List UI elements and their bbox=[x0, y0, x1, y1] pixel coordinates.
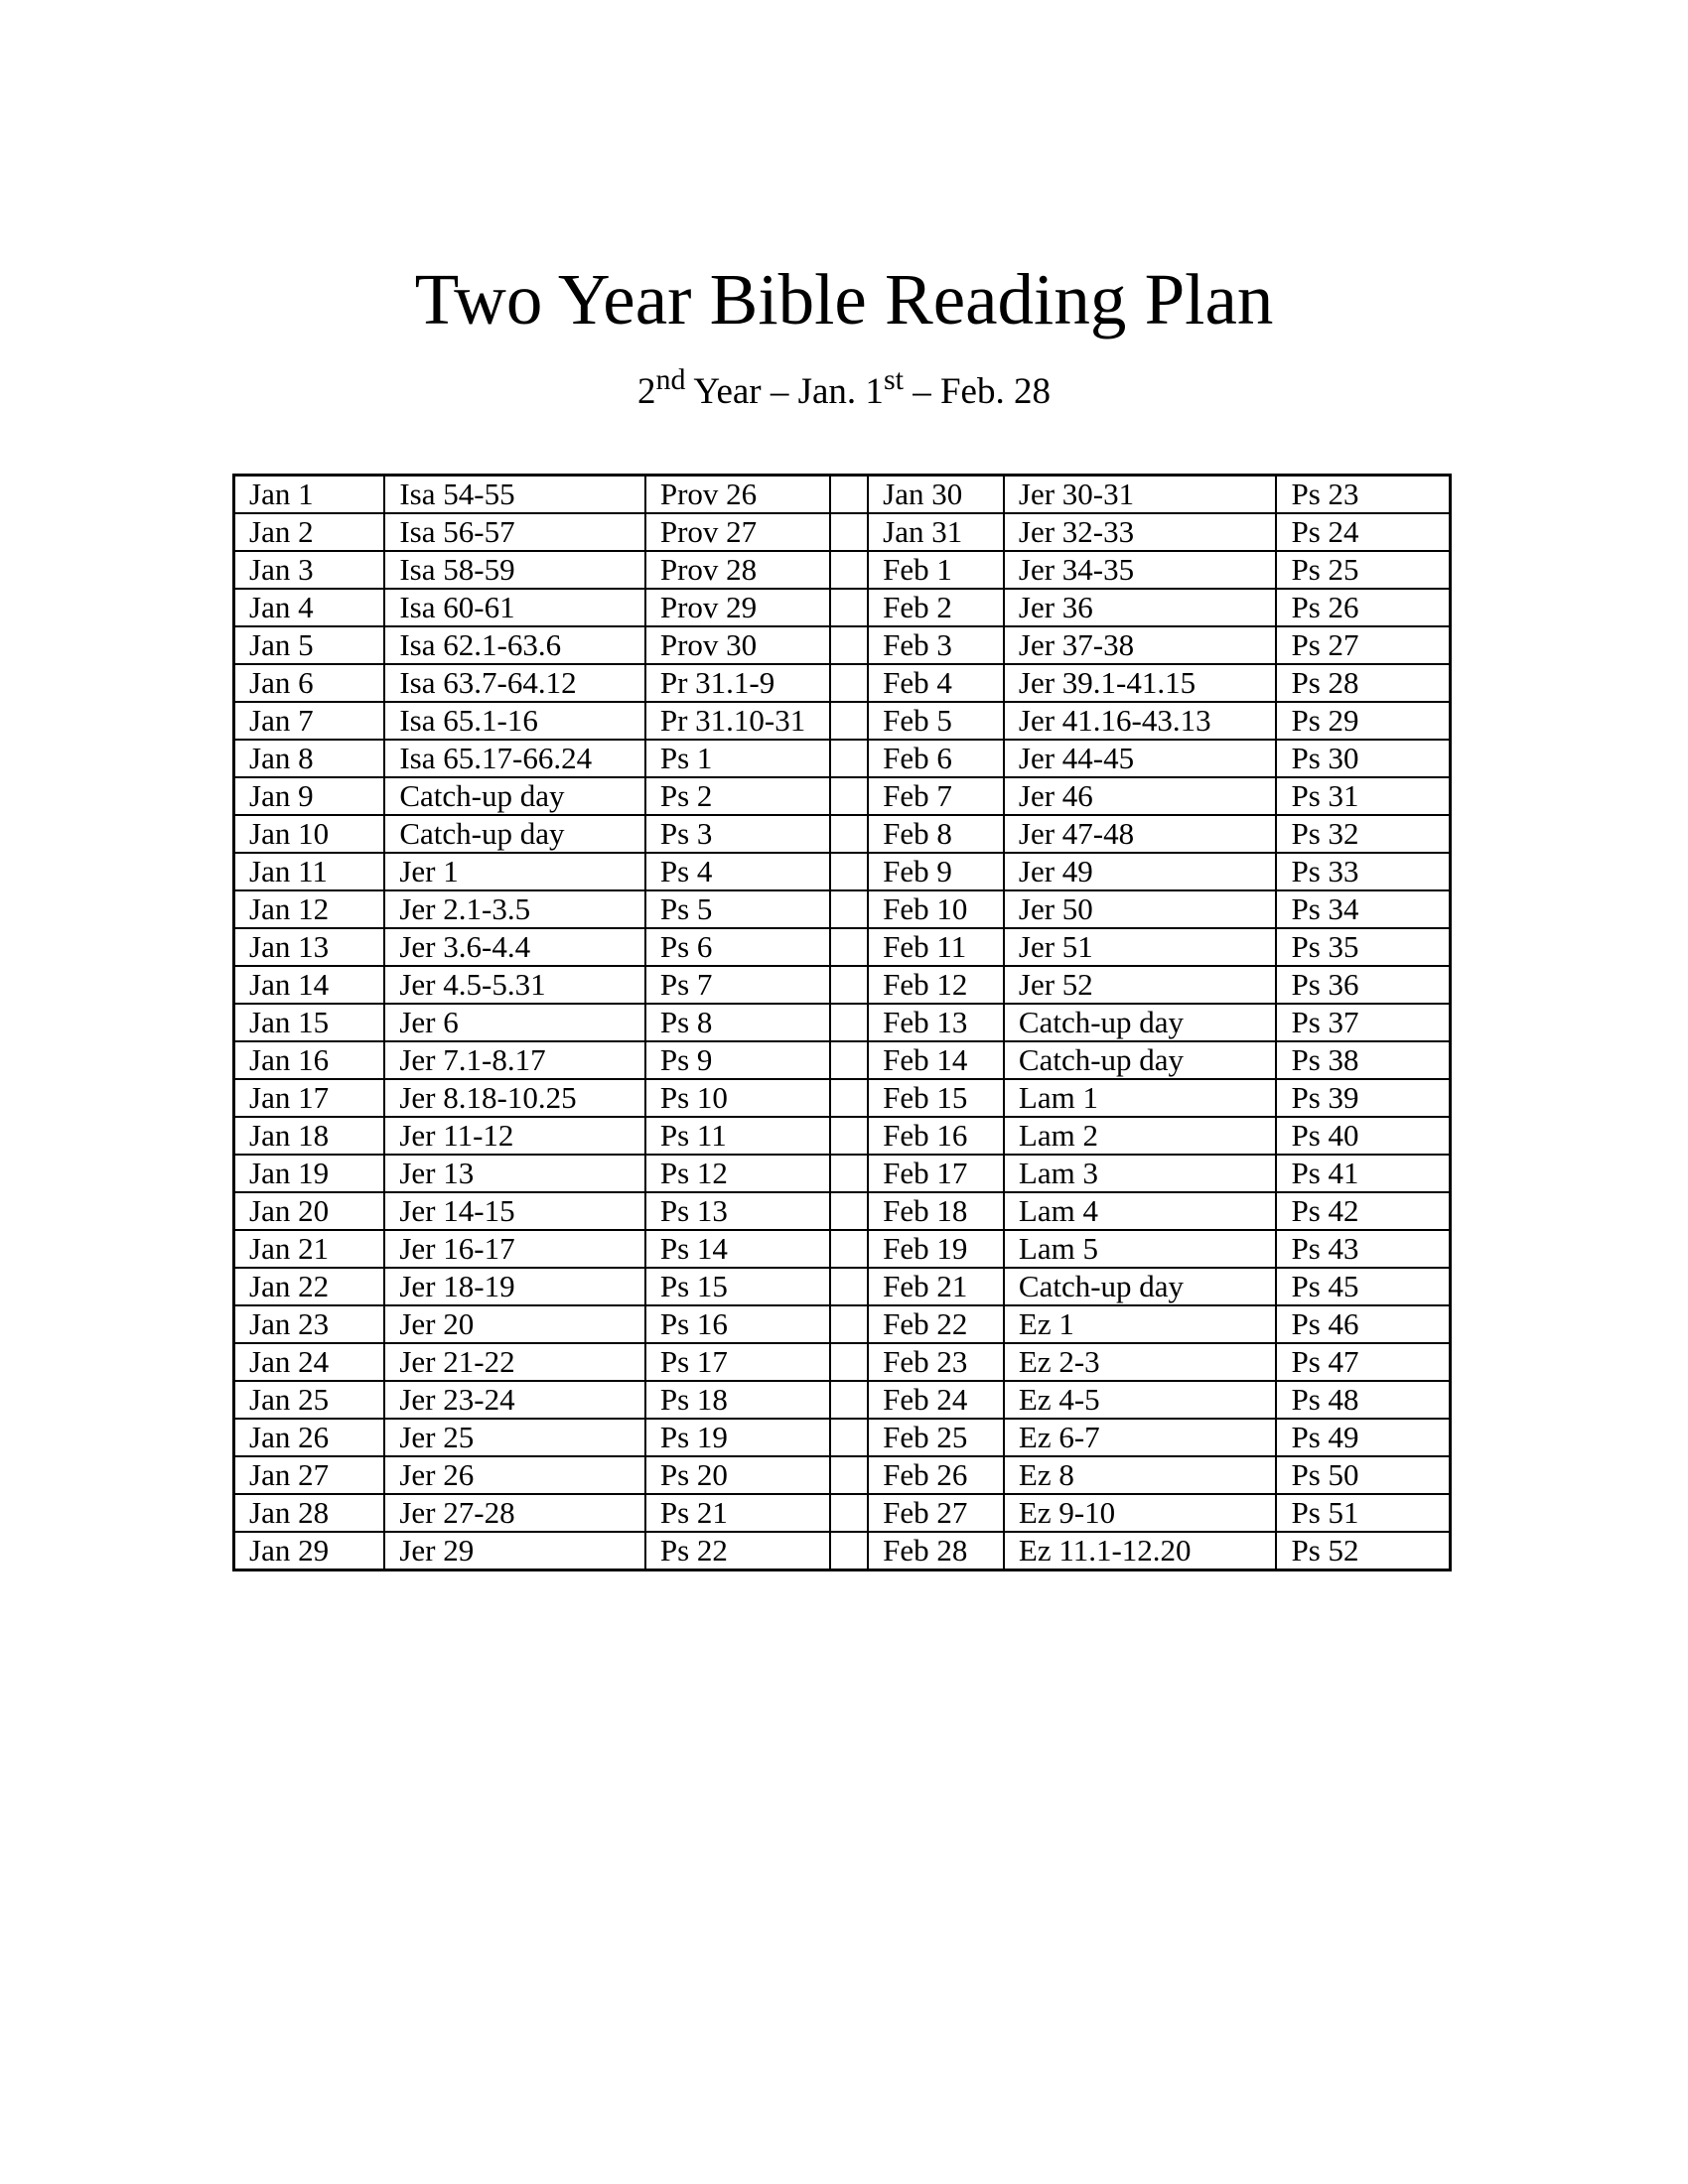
date-cell-right: Feb 15 bbox=[868, 1079, 1004, 1117]
reading-cell-left: Jer 8.18-10.25 bbox=[384, 1079, 645, 1117]
spacer-cell bbox=[830, 1532, 868, 1570]
table-row bbox=[234, 1041, 1451, 1079]
reading-cell-left: Jer 7.1-8.17 bbox=[384, 1041, 645, 1079]
reading-cell-right: Jer 30-31 bbox=[1004, 476, 1277, 514]
spacer-cell bbox=[830, 551, 868, 589]
table-row bbox=[234, 1155, 1451, 1192]
psalm-cell-right: Ps 45 bbox=[1276, 1268, 1450, 1305]
date-cell-right: Feb 22 bbox=[868, 1305, 1004, 1343]
table-row bbox=[234, 777, 1451, 815]
date-cell-left: Jan 21 bbox=[234, 1230, 385, 1268]
reading-cell-left: Jer 1 bbox=[384, 853, 645, 890]
reading-cell-right: Ez 11.1-12.20 bbox=[1004, 1532, 1277, 1570]
date-cell-left: Jan 25 bbox=[234, 1381, 385, 1419]
wisdom-cell-left: Prov 29 bbox=[645, 589, 830, 626]
wisdom-cell-left: Ps 14 bbox=[645, 1230, 830, 1268]
wisdom-cell-left: Ps 11 bbox=[645, 1117, 830, 1155]
table-row bbox=[234, 1079, 1451, 1117]
reading-cell-left: Jer 21-22 bbox=[384, 1343, 645, 1381]
date-cell-right: Feb 23 bbox=[868, 1343, 1004, 1381]
date-cell-left: Jan 16 bbox=[234, 1041, 385, 1079]
psalm-cell-right: Ps 46 bbox=[1276, 1305, 1450, 1343]
table-row bbox=[234, 513, 1451, 551]
table-row bbox=[234, 1343, 1451, 1381]
reading-cell-left: Jer 27-28 bbox=[384, 1494, 645, 1532]
reading-cell-right: Jer 49 bbox=[1004, 853, 1277, 890]
psalm-cell-right: Ps 51 bbox=[1276, 1494, 1450, 1532]
reading-cell-right: Ez 6-7 bbox=[1004, 1419, 1277, 1456]
psalm-cell-right: Ps 50 bbox=[1276, 1456, 1450, 1494]
table-row bbox=[234, 928, 1451, 966]
date-cell-right: Feb 16 bbox=[868, 1117, 1004, 1155]
date-cell-left: Jan 15 bbox=[234, 1004, 385, 1041]
table-row bbox=[234, 1381, 1451, 1419]
table-row bbox=[234, 1192, 1451, 1230]
psalm-cell-right: Ps 25 bbox=[1276, 551, 1450, 589]
psalm-cell-right: Ps 48 bbox=[1276, 1381, 1450, 1419]
spacer-cell bbox=[830, 476, 868, 514]
reading-cell-right: Ez 1 bbox=[1004, 1305, 1277, 1343]
reading-cell-right: Jer 52 bbox=[1004, 966, 1277, 1004]
wisdom-cell-left: Ps 5 bbox=[645, 890, 830, 928]
spacer-cell bbox=[830, 1230, 868, 1268]
reading-cell-right: Jer 44-45 bbox=[1004, 740, 1277, 777]
wisdom-cell-left: Ps 17 bbox=[645, 1343, 830, 1381]
reading-cell-right: Catch-up day bbox=[1004, 1041, 1277, 1079]
date-cell-right: Feb 12 bbox=[868, 966, 1004, 1004]
wisdom-cell-left: Ps 21 bbox=[645, 1494, 830, 1532]
spacer-cell bbox=[830, 1155, 868, 1192]
reading-cell-left: Jer 29 bbox=[384, 1532, 645, 1570]
reading-cell-right: Lam 3 bbox=[1004, 1155, 1277, 1192]
reading-cell-left: Isa 58-59 bbox=[384, 551, 645, 589]
wisdom-cell-left: Ps 18 bbox=[645, 1381, 830, 1419]
wisdom-cell-left: Prov 27 bbox=[645, 513, 830, 551]
subtitle-range-end: – Feb. 28 bbox=[903, 371, 1051, 412]
date-cell-left: Jan 2 bbox=[234, 513, 385, 551]
wisdom-cell-left: Prov 28 bbox=[645, 551, 830, 589]
reading-cell-right: Ez 4-5 bbox=[1004, 1381, 1277, 1419]
date-cell-right: Feb 14 bbox=[868, 1041, 1004, 1079]
wisdom-cell-left: Ps 9 bbox=[645, 1041, 830, 1079]
psalm-cell-right: Ps 42 bbox=[1276, 1192, 1450, 1230]
page-title: Two Year Bible Reading Plan bbox=[414, 259, 1274, 340]
reading-cell-right: Jer 34-35 bbox=[1004, 551, 1277, 589]
spacer-cell bbox=[830, 1268, 868, 1305]
psalm-cell-right: Ps 39 bbox=[1276, 1079, 1450, 1117]
spacer-cell bbox=[830, 626, 868, 664]
date-cell-left: Jan 22 bbox=[234, 1268, 385, 1305]
reading-cell-left: Jer 13 bbox=[384, 1155, 645, 1192]
spacer-cell bbox=[830, 1494, 868, 1532]
reading-cell-left: Isa 54-55 bbox=[384, 476, 645, 514]
date-cell-left: Jan 1 bbox=[234, 476, 385, 514]
date-cell-right: Feb 3 bbox=[868, 626, 1004, 664]
reading-cell-right: Lam 2 bbox=[1004, 1117, 1277, 1155]
date-cell-left: Jan 7 bbox=[234, 702, 385, 740]
date-cell-right: Feb 4 bbox=[868, 664, 1004, 702]
spacer-cell bbox=[830, 1419, 868, 1456]
table-row bbox=[234, 1230, 1451, 1268]
reading-cell-right: Ez 2-3 bbox=[1004, 1343, 1277, 1381]
spacer-cell bbox=[830, 664, 868, 702]
table-row bbox=[234, 1117, 1451, 1155]
reading-cell-right: Jer 36 bbox=[1004, 589, 1277, 626]
reading-cell-left: Catch-up day bbox=[384, 815, 645, 853]
date-cell-right: Jan 30 bbox=[868, 476, 1004, 514]
table-row bbox=[234, 1456, 1451, 1494]
wisdom-cell-left: Ps 2 bbox=[645, 777, 830, 815]
date-cell-right: Feb 10 bbox=[868, 890, 1004, 928]
reading-cell-left: Catch-up day bbox=[384, 777, 645, 815]
reading-plan-body bbox=[234, 476, 1451, 1570]
wisdom-cell-left: Ps 19 bbox=[645, 1419, 830, 1456]
wisdom-cell-left: Ps 1 bbox=[645, 740, 830, 777]
date-cell-left: Jan 4 bbox=[234, 589, 385, 626]
date-cell-right: Feb 11 bbox=[868, 928, 1004, 966]
wisdom-cell-left: Ps 10 bbox=[645, 1079, 830, 1117]
spacer-cell bbox=[830, 853, 868, 890]
date-cell-left: Jan 13 bbox=[234, 928, 385, 966]
reading-cell-left: Isa 65.17-66.24 bbox=[384, 740, 645, 777]
wisdom-cell-left: Ps 13 bbox=[645, 1192, 830, 1230]
date-cell-right: Feb 27 bbox=[868, 1494, 1004, 1532]
table-row bbox=[234, 1004, 1451, 1041]
reading-cell-left: Jer 26 bbox=[384, 1456, 645, 1494]
date-cell-left: Jan 27 bbox=[234, 1456, 385, 1494]
reading-cell-left: Isa 62.1-63.6 bbox=[384, 626, 645, 664]
psalm-cell-right: Ps 41 bbox=[1276, 1155, 1450, 1192]
psalm-cell-right: Ps 40 bbox=[1276, 1117, 1450, 1155]
psalm-cell-right: Ps 26 bbox=[1276, 589, 1450, 626]
psalm-cell-right: Ps 30 bbox=[1276, 740, 1450, 777]
psalm-cell-right: Ps 32 bbox=[1276, 815, 1450, 853]
psalm-cell-right: Ps 34 bbox=[1276, 890, 1450, 928]
date-cell-left: Jan 6 bbox=[234, 664, 385, 702]
spacer-cell bbox=[830, 1079, 868, 1117]
table-row bbox=[234, 551, 1451, 589]
date-cell-right: Feb 21 bbox=[868, 1268, 1004, 1305]
reading-cell-left: Isa 60-61 bbox=[384, 589, 645, 626]
reading-cell-left: Isa 65.1-16 bbox=[384, 702, 645, 740]
spacer-cell bbox=[830, 702, 868, 740]
wisdom-cell-left: Ps 6 bbox=[645, 928, 830, 966]
psalm-cell-right: Ps 28 bbox=[1276, 664, 1450, 702]
spacer-cell bbox=[830, 1192, 868, 1230]
table-row bbox=[234, 966, 1451, 1004]
date-cell-right: Feb 9 bbox=[868, 853, 1004, 890]
reading-cell-right: Jer 39.1-41.15 bbox=[1004, 664, 1277, 702]
spacer-cell bbox=[830, 1117, 868, 1155]
spacer-cell bbox=[830, 815, 868, 853]
date-cell-left: Jan 18 bbox=[234, 1117, 385, 1155]
psalm-cell-right: Ps 52 bbox=[1276, 1532, 1450, 1570]
wisdom-cell-left: Ps 8 bbox=[645, 1004, 830, 1041]
wisdom-cell-left: Prov 26 bbox=[645, 476, 830, 514]
date-cell-right: Feb 25 bbox=[868, 1419, 1004, 1456]
spacer-cell bbox=[830, 1004, 868, 1041]
reading-cell-left: Jer 11-12 bbox=[384, 1117, 645, 1155]
spacer-cell bbox=[830, 1041, 868, 1079]
reading-plan-table bbox=[232, 474, 1452, 1571]
reading-cell-left: Jer 2.1-3.5 bbox=[384, 890, 645, 928]
reading-cell-right: Jer 51 bbox=[1004, 928, 1277, 966]
table-row bbox=[234, 815, 1451, 853]
date-cell-left: Jan 14 bbox=[234, 966, 385, 1004]
date-cell-right: Feb 7 bbox=[868, 777, 1004, 815]
reading-cell-right: Jer 46 bbox=[1004, 777, 1277, 815]
reading-cell-left: Isa 56-57 bbox=[384, 513, 645, 551]
reading-cell-left: Jer 18-19 bbox=[384, 1268, 645, 1305]
wisdom-cell-left: Ps 15 bbox=[645, 1268, 830, 1305]
table-row bbox=[234, 1532, 1451, 1570]
reading-cell-left: Jer 6 bbox=[384, 1004, 645, 1041]
psalm-cell-right: Ps 37 bbox=[1276, 1004, 1450, 1041]
date-cell-left: Jan 28 bbox=[234, 1494, 385, 1532]
reading-cell-left: Jer 20 bbox=[384, 1305, 645, 1343]
psalm-cell-right: Ps 36 bbox=[1276, 966, 1450, 1004]
spacer-cell bbox=[830, 1381, 868, 1419]
date-cell-left: Jan 24 bbox=[234, 1343, 385, 1381]
date-cell-left: Jan 8 bbox=[234, 740, 385, 777]
date-cell-right: Feb 6 bbox=[868, 740, 1004, 777]
spacer-cell bbox=[830, 1456, 868, 1494]
wisdom-cell-left: Ps 20 bbox=[645, 1456, 830, 1494]
psalm-cell-right: Ps 38 bbox=[1276, 1041, 1450, 1079]
subtitle-range-start: Year – Jan. 1 bbox=[685, 371, 884, 412]
reading-cell-left: Jer 4.5-5.31 bbox=[384, 966, 645, 1004]
psalm-cell-right: Ps 27 bbox=[1276, 626, 1450, 664]
wisdom-cell-left: Ps 16 bbox=[645, 1305, 830, 1343]
wisdom-cell-left: Ps 4 bbox=[645, 853, 830, 890]
date-cell-right: Feb 24 bbox=[868, 1381, 1004, 1419]
reading-cell-left: Jer 14-15 bbox=[384, 1192, 645, 1230]
reading-cell-right: Jer 47-48 bbox=[1004, 815, 1277, 853]
subtitle-ordinal-st: st bbox=[883, 363, 904, 396]
reading-cell-right: Ez 8 bbox=[1004, 1456, 1277, 1494]
date-cell-right: Feb 18 bbox=[868, 1192, 1004, 1230]
date-cell-left: Jan 20 bbox=[234, 1192, 385, 1230]
date-cell-right: Feb 13 bbox=[868, 1004, 1004, 1041]
date-cell-left: Jan 26 bbox=[234, 1419, 385, 1456]
subtitle-year-number: 2 bbox=[637, 371, 656, 412]
date-cell-left: Jan 29 bbox=[234, 1532, 385, 1570]
table-row bbox=[234, 476, 1451, 514]
reading-cell-right: Jer 32-33 bbox=[1004, 513, 1277, 551]
spacer-cell bbox=[830, 589, 868, 626]
date-cell-left: Jan 9 bbox=[234, 777, 385, 815]
date-cell-right: Jan 31 bbox=[868, 513, 1004, 551]
reading-cell-right: Catch-up day bbox=[1004, 1004, 1277, 1041]
wisdom-cell-left: Ps 22 bbox=[645, 1532, 830, 1570]
date-cell-right: Feb 1 bbox=[868, 551, 1004, 589]
spacer-cell bbox=[830, 890, 868, 928]
psalm-cell-right: Ps 33 bbox=[1276, 853, 1450, 890]
spacer-cell bbox=[830, 966, 868, 1004]
reading-cell-right: Lam 5 bbox=[1004, 1230, 1277, 1268]
psalm-cell-right: Ps 35 bbox=[1276, 928, 1450, 966]
reading-cell-left: Jer 23-24 bbox=[384, 1381, 645, 1419]
date-cell-right: Feb 17 bbox=[868, 1155, 1004, 1192]
page-subtitle bbox=[0, 363, 1688, 417]
date-cell-left: Jan 23 bbox=[234, 1305, 385, 1343]
psalm-cell-right: Ps 43 bbox=[1276, 1230, 1450, 1268]
wisdom-cell-left: Pr 31.10-31 bbox=[645, 702, 830, 740]
wisdom-cell-left: Ps 12 bbox=[645, 1155, 830, 1192]
date-cell-left: Jan 12 bbox=[234, 890, 385, 928]
psalm-cell-right: Ps 23 bbox=[1276, 476, 1450, 514]
date-cell-left: Jan 3 bbox=[234, 551, 385, 589]
reading-cell-right: Jer 37-38 bbox=[1004, 626, 1277, 664]
table-row bbox=[234, 589, 1451, 626]
wisdom-cell-left: Prov 30 bbox=[645, 626, 830, 664]
table-row bbox=[234, 1305, 1451, 1343]
date-cell-right: Feb 8 bbox=[868, 815, 1004, 853]
reading-cell-right: Jer 50 bbox=[1004, 890, 1277, 928]
date-cell-right: Feb 19 bbox=[868, 1230, 1004, 1268]
subtitle-ordinal-nd: nd bbox=[655, 363, 686, 396]
date-cell-right: Feb 26 bbox=[868, 1456, 1004, 1494]
date-cell-left: Jan 11 bbox=[234, 853, 385, 890]
spacer-cell bbox=[830, 1305, 868, 1343]
table-row bbox=[234, 853, 1451, 890]
date-cell-left: Jan 19 bbox=[234, 1155, 385, 1192]
reading-cell-right: Ez 9-10 bbox=[1004, 1494, 1277, 1532]
spacer-cell bbox=[830, 928, 868, 966]
psalm-cell-right: Ps 24 bbox=[1276, 513, 1450, 551]
table-row bbox=[234, 626, 1451, 664]
wisdom-cell-left: Pr 31.1-9 bbox=[645, 664, 830, 702]
reading-cell-left: Jer 25 bbox=[384, 1419, 645, 1456]
table-row bbox=[234, 1494, 1451, 1532]
table-row bbox=[234, 1268, 1451, 1305]
spacer-cell bbox=[830, 513, 868, 551]
reading-cell-right: Catch-up day bbox=[1004, 1268, 1277, 1305]
date-cell-left: Jan 17 bbox=[234, 1079, 385, 1117]
psalm-cell-right: Ps 49 bbox=[1276, 1419, 1450, 1456]
reading-cell-right: Lam 4 bbox=[1004, 1192, 1277, 1230]
spacer-cell bbox=[830, 740, 868, 777]
date-cell-right: Feb 2 bbox=[868, 589, 1004, 626]
wisdom-cell-left: Ps 7 bbox=[645, 966, 830, 1004]
psalm-cell-right: Ps 29 bbox=[1276, 702, 1450, 740]
wisdom-cell-left: Ps 3 bbox=[645, 815, 830, 853]
psalm-cell-right: Ps 47 bbox=[1276, 1343, 1450, 1381]
date-cell-left: Jan 10 bbox=[234, 815, 385, 853]
table-row bbox=[234, 702, 1451, 740]
table-row bbox=[234, 890, 1451, 928]
psalm-cell-right: Ps 31 bbox=[1276, 777, 1450, 815]
spacer-cell bbox=[830, 1343, 868, 1381]
table-row bbox=[234, 1419, 1451, 1456]
reading-cell-left: Jer 16-17 bbox=[384, 1230, 645, 1268]
spacer-cell bbox=[830, 777, 868, 815]
reading-cell-right: Lam 1 bbox=[1004, 1079, 1277, 1117]
date-cell-left: Jan 5 bbox=[234, 626, 385, 664]
table-row bbox=[234, 740, 1451, 777]
table-row bbox=[234, 664, 1451, 702]
date-cell-right: Feb 5 bbox=[868, 702, 1004, 740]
reading-cell-left: Jer 3.6-4.4 bbox=[384, 928, 645, 966]
reading-cell-left: Isa 63.7-64.12 bbox=[384, 664, 645, 702]
date-cell-right: Feb 28 bbox=[868, 1532, 1004, 1570]
reading-cell-right: Jer 41.16-43.13 bbox=[1004, 702, 1277, 740]
